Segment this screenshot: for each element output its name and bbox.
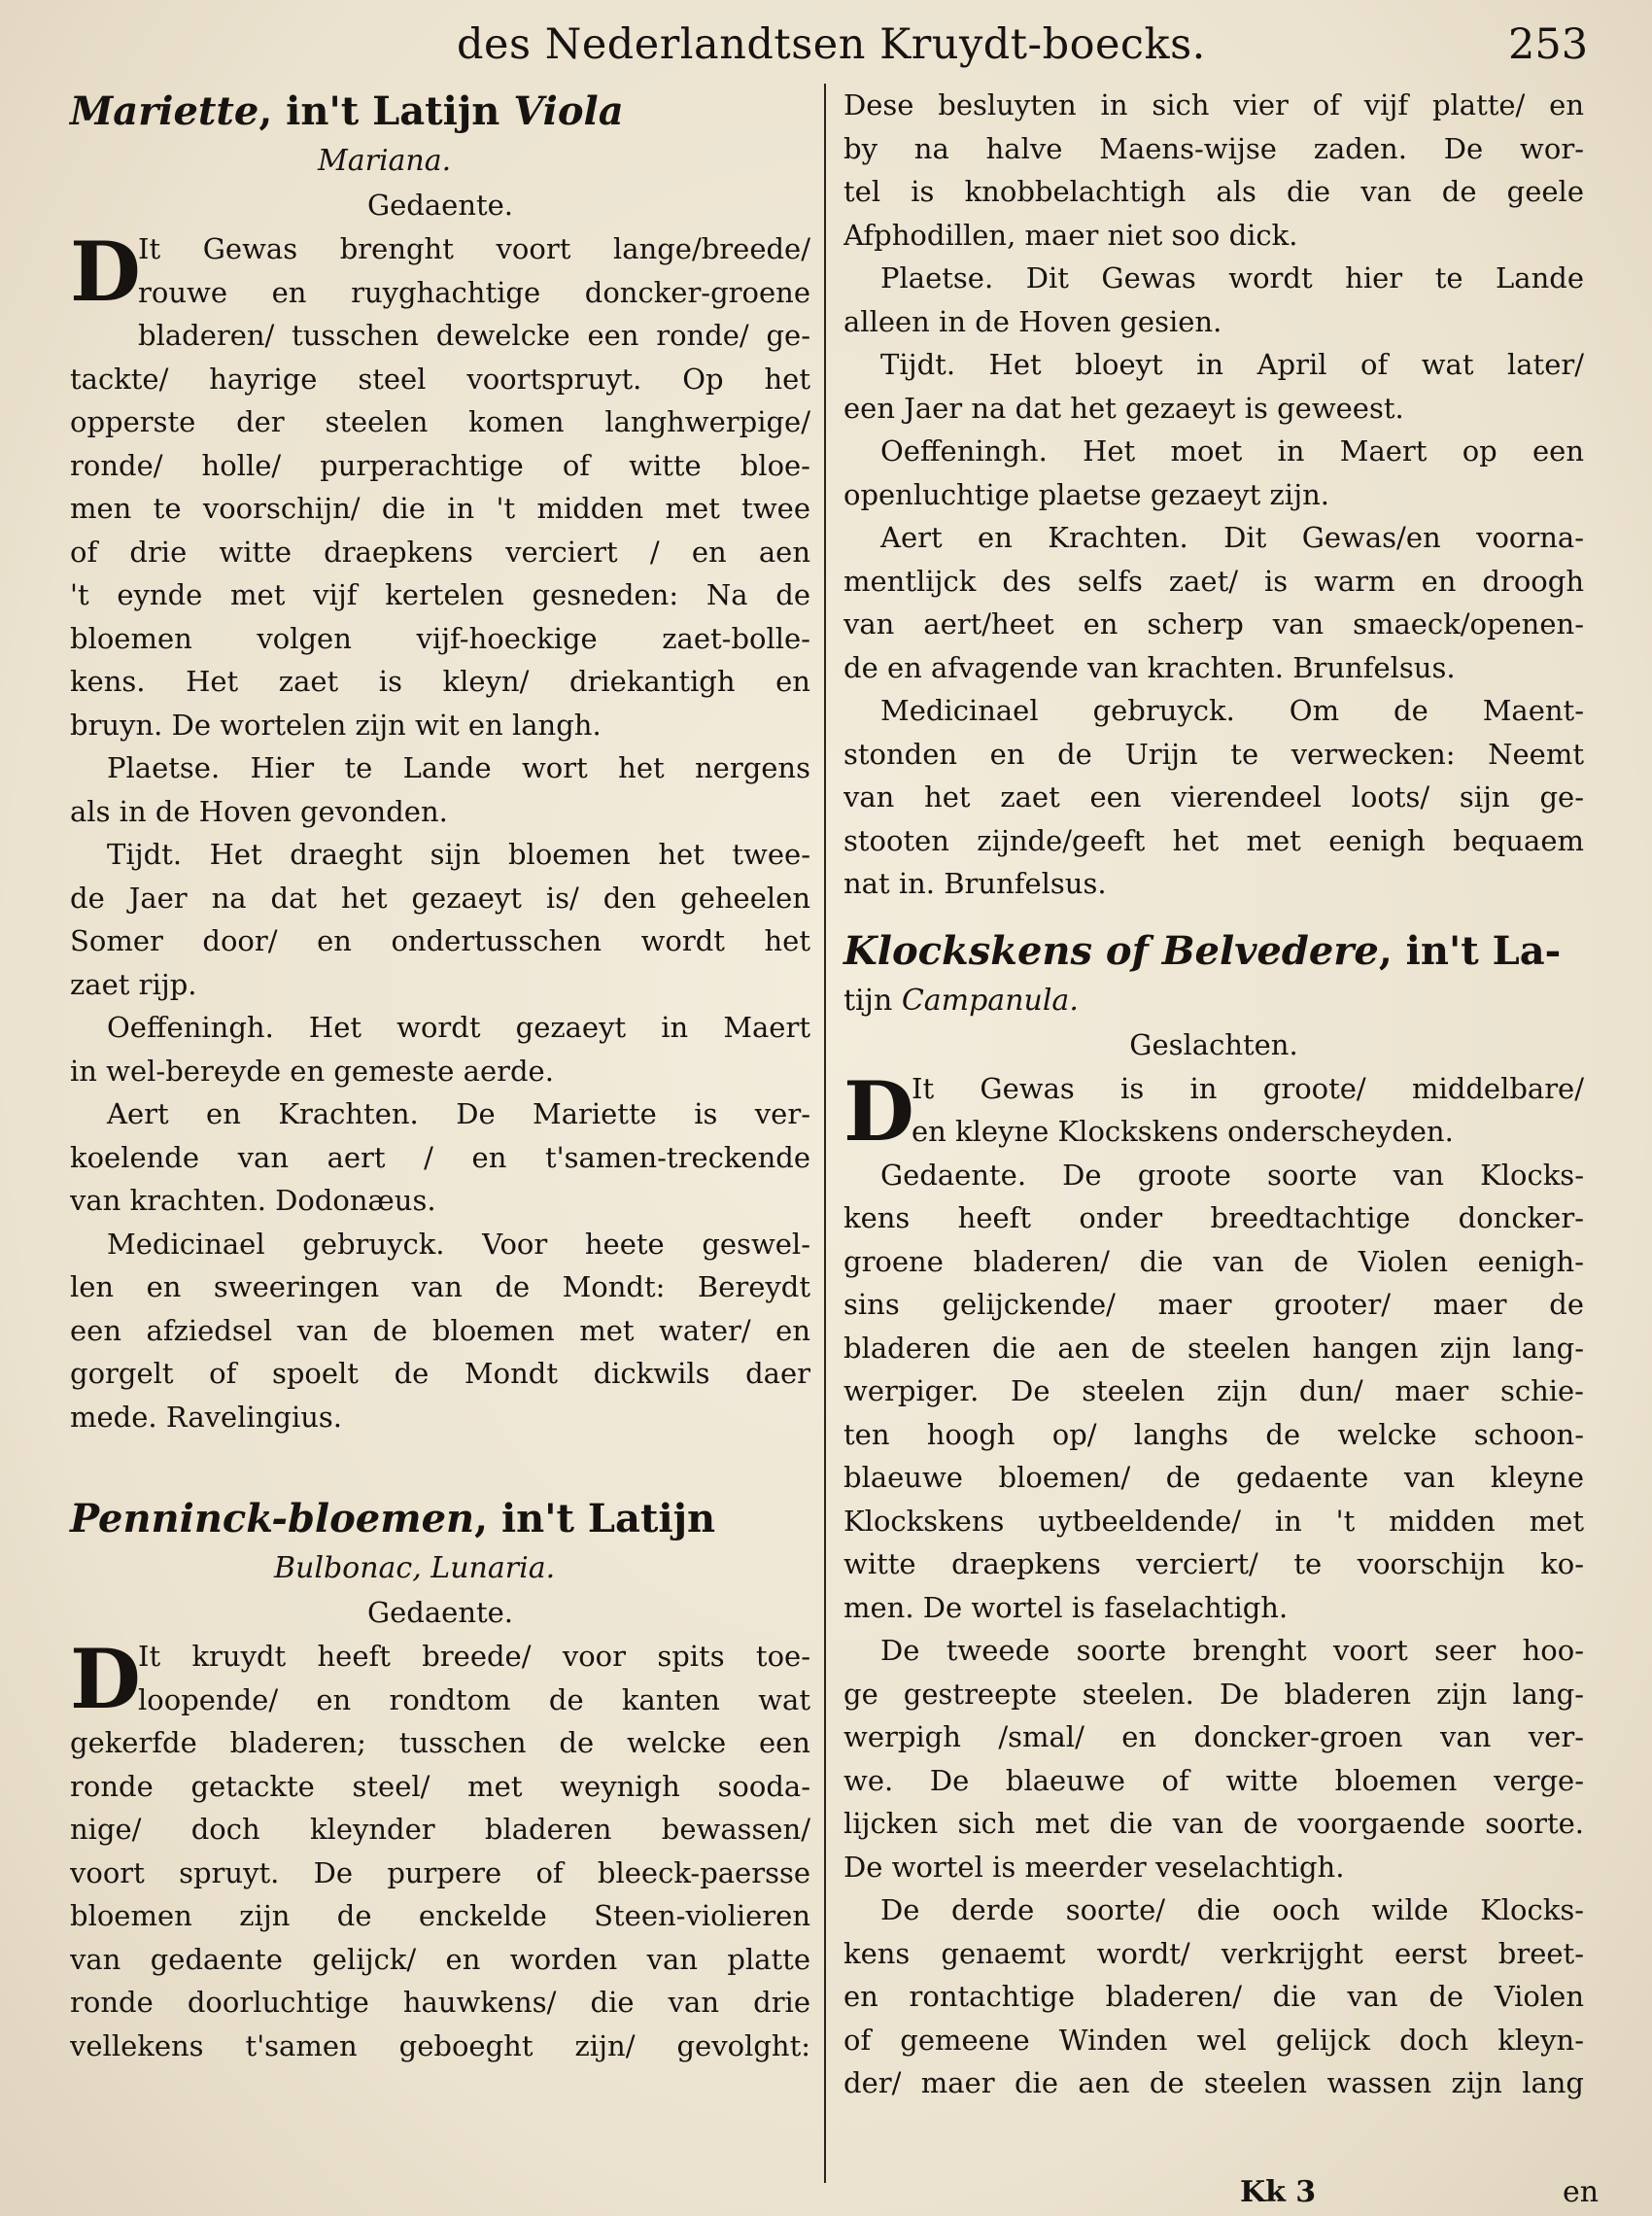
text-line: de en afvagende van krachten. Brunfelsus.	[843, 650, 1456, 684]
text-line: De derde soorte/ die ooch wilde Klocks-	[880, 1893, 1584, 1926]
text-line: mentlijck des selfs zaet/ is warm en droogh	[843, 564, 1584, 598]
subheading-gedaente: Gedaente.	[366, 1596, 514, 1629]
text-line: ten hoogh op/ langhs de welcke schoon-	[843, 1417, 1584, 1451]
paragraph-medicinael-gebruyck	[70, 1223, 810, 1439]
text-line: van gedaente gelijck/ en worden van platte	[70, 1942, 810, 1976]
paragraph-continued	[843, 84, 1584, 257]
paragraph-gedaente	[843, 1154, 1584, 1630]
text-line: werpiger. De steelen zijn dun/ maer schie-	[843, 1374, 1584, 1407]
text-line: tel is knobbelachtigh als die van de geele	[843, 175, 1584, 208]
text-line: werpigh /smal/ en doncker-groen van ver-	[843, 1720, 1584, 1753]
text-line: alleen in de Hoven gesien.	[843, 304, 1222, 338]
page-footer	[0, 2173, 1652, 2216]
text-line: kens heeft onder breedtachtige doncker-	[843, 1201, 1584, 1234]
text-line: vellekens t'samen geboeght zijn/ gevolght:	[70, 2028, 810, 2062]
text-line: nat in. Brunfelsus.	[843, 867, 1107, 900]
text-line: Tijdt. Het draeght sijn bloemen het twee-	[107, 838, 810, 871]
text-line: Plaetse. Dit Gewas wordt hier te Lande	[880, 261, 1584, 294]
text-line: of drie witte draepkens verciert / en aen	[70, 535, 810, 569]
text-line: men te voorschijn/ die in 't midden met twee	[70, 492, 810, 525]
paragraph-gedaente	[70, 1631, 810, 2067]
paragraph-geslachten	[843, 1062, 1584, 1160]
page-header	[0, 14, 1652, 76]
text-line: Somer door/ en ondertusschen wordt het	[70, 924, 810, 957]
text-line: we. De blaeuwe of witte bloemen verge-	[843, 1763, 1584, 1797]
text-line: stonden en de Urijn te verwecken: Neemt	[843, 737, 1584, 771]
paragraph-aert-en-krachten	[843, 516, 1584, 689]
paragraph-medicinael-gebruyck	[843, 689, 1584, 906]
text-line: Aert en Krachten. Dit Gewas/en voorna-	[880, 521, 1584, 554]
signature-mark: Kk 3	[1240, 2175, 1317, 2209]
text-line: Gedaente. De groote soorte van Klocks-	[880, 1158, 1584, 1192]
text-line: witte draepkens verciert/ te voorschijn ko-	[843, 1547, 1584, 1580]
text-line: ronde getackte steel/ met weynigh sooda-	[70, 1769, 810, 1803]
text-line: De tweede soorte brenght voort seer hoo-	[880, 1634, 1584, 1667]
text-line: voort spruyt. De purpere of bleeck-paersse	[70, 1855, 810, 1889]
paragraph-tijdt	[843, 343, 1584, 430]
text-line: ge gestreepte steelen. De bladeren zijn lang-	[843, 1677, 1584, 1711]
text-line: of gemeene Winden wel gelijck doch kleyn-	[843, 2023, 1584, 2057]
text-line: 't eynde met vijf kertelen gesneden: Na de	[70, 578, 810, 611]
drop-cap: D	[70, 224, 141, 320]
text-line: Afphodillen, maer niet soo dick.	[843, 218, 1298, 252]
latin-name: Bulbonac, Lunaria.	[274, 1551, 556, 1585]
text-line: van krachten. Dodonæus.	[70, 1184, 436, 1217]
text-line: als in de Hoven gevonden.	[70, 794, 448, 828]
text-line: groene bladeren/ die van de Violen eenigh-	[843, 1244, 1584, 1278]
text-line: De wortel is meerder veselachtigh.	[843, 1850, 1345, 1884]
paragraph-plaetse	[843, 257, 1584, 343]
text-line: openluchtige plaetse gezaeyt zijn.	[843, 477, 1329, 511]
text-line: blaeuwe bloemen/ de gedaente van kleyne	[843, 1461, 1584, 1494]
text-line: lijcken sich met die van de voorgaende soorte.	[843, 1807, 1584, 1840]
catchword: en	[1563, 2175, 1600, 2209]
text-line: It kruydt heeft breede/ voor spits toe-	[138, 1640, 810, 1673]
text-line: It Gewas brenght voort lange/breede/	[138, 232, 810, 265]
paragraph-derde-soorte	[843, 1888, 1584, 2105]
text-line: de Jaer na dat het gezaeyt is/ den geheelen	[70, 881, 810, 915]
drop-cap: D	[70, 1631, 141, 1727]
text-line: ronde doorluchtige hauwkens/ die van drie	[70, 1986, 810, 2019]
text-line: bloemen volgen vijf-hoeckige zaet-bolle-	[70, 621, 810, 655]
text-line: It Gewas is in groote/ middelbare/	[912, 1071, 1584, 1105]
paragraph-tweede-soorte	[843, 1629, 1584, 1888]
text-line: zaet rijp.	[70, 967, 197, 1001]
section-title-klockskens: Klockskens of Belvedere, in't La-	[843, 927, 1562, 974]
text-line: rouwe en ruyghachtige doncker-groene	[138, 275, 810, 309]
text-line: opperste der steelen komen langhwerpige/	[70, 405, 810, 438]
column-divider	[824, 84, 826, 2183]
subheading-geslachten: Geslachten.	[1129, 1027, 1298, 1061]
paragraph-oeffeningh	[70, 1006, 810, 1092]
text-line: in wel-bereyde en gemeste aerde.	[70, 1054, 554, 1088]
text-line: bladeren die aen de steelen hangen zijn lang-	[843, 1331, 1584, 1365]
text-line: gekerfde bladeren; tusschen de welcke een	[70, 1726, 810, 1759]
paragraph-aert-en-krachten	[70, 1092, 810, 1223]
text-line: van aert/heet en scherp van smaeck/openen-	[843, 607, 1584, 641]
right-column	[843, 84, 1584, 2105]
text-line: Oeffeningh. Het moet in Maert op een	[880, 434, 1584, 467]
latin-name: tijn Campanula.	[843, 983, 1079, 1018]
text-line: kens genaemt wordt/ verkrijght eerst breet-	[843, 1936, 1584, 1970]
text-line: nige/ doch kleynder bladeren bewassen/	[70, 1813, 810, 1846]
text-line: Medicinael gebruyck. Voor heete geswel-	[107, 1227, 810, 1261]
text-line: stooten zijnde/geeft het met eenigh bequaem	[843, 823, 1584, 857]
text-line: gorgelt of spoelt de Mondt dickwils daer	[70, 1357, 810, 1390]
text-line: Oeffeningh. Het wordt gezaeyt in Maert	[107, 1011, 810, 1044]
text-line: bloemen zijn de enckelde Steen-violieren	[70, 1899, 810, 1932]
text-line: Plaetse. Hier te Lande wort het nergens	[107, 751, 810, 784]
text-line: een Jaer na dat het gezaeyt is geweest.	[843, 391, 1404, 425]
text-line: en rontachtige bladeren/ die van de Violen	[843, 1980, 1584, 2013]
running-title: des Nederlandtsen Kruydt-boecks.	[457, 20, 1206, 69]
text-line: by na halve Maens-wijse zaden. De wor-	[843, 131, 1584, 165]
text-line: len en sweeringen van de Mondt: Bereydt	[70, 1270, 810, 1303]
text-line: Aert en Krachten. De Mariette is ver-	[107, 1097, 810, 1130]
text-line: men. De wortel is faselachtigh.	[843, 1590, 1289, 1624]
text-line: koelende van aert / en t'samen-treckende	[70, 1140, 810, 1174]
subheading-gedaente: Gedaente.	[366, 189, 514, 222]
text-line: Tijdt. Het bloeyt in April of wat later/	[880, 348, 1584, 381]
text-line: Klockskens uytbeeldende/ in 't midden met	[843, 1504, 1584, 1538]
paragraph-gedaente	[70, 224, 810, 746]
text-line: loopende/ en rondtom de kanten wat	[138, 1682, 810, 1716]
latin-name: Mariana.	[318, 144, 452, 178]
text-line: bladeren/ tusschen dewelcke een ronde/ ge-	[138, 319, 810, 352]
text-line: sins gelijckende/ maer grooter/ maer de	[843, 1288, 1584, 1321]
text-line: van het zaet een vierendeel loots/ sijn ge-	[843, 780, 1584, 814]
text-line: tackte/ hayrige steel voortspruyt. Op het	[70, 362, 810, 396]
left-column	[70, 84, 810, 2067]
paragraph-oeffeningh	[843, 430, 1584, 516]
text-line: en kleyne Klockskens onderscheyden.	[912, 1115, 1454, 1148]
text-line: bruyn. De wortelen zijn wit en langh.	[70, 708, 602, 742]
text-line: Dese besluyten in sich vier of vijf platte/ en	[843, 88, 1584, 121]
paragraph-tijdt	[70, 833, 810, 1006]
text-line: een afziedsel van de bloemen met water/ en	[70, 1313, 810, 1347]
text-line: der/ maer die aen de steelen wassen zijn lang	[843, 2066, 1584, 2099]
text-line: ronde/ holle/ purperachtige of witte bloe-	[70, 448, 810, 482]
section-title-penninck-bloemen: Penninck-bloemen, in't Latijn	[70, 1496, 716, 1541]
drop-cap: D	[843, 1062, 914, 1160]
section-title-mariette: Mariette, in't Latijn Viola	[70, 88, 624, 134]
text-line: mede. Ravelingius.	[70, 1400, 343, 1434]
text-line: Medicinael gebruyck. Om de Maent-	[880, 694, 1584, 727]
paragraph-plaetse	[70, 746, 810, 833]
page-number: 253	[1508, 20, 1589, 69]
text-line: kens. Het zaet is kleyn/ driekantigh en	[70, 665, 810, 698]
